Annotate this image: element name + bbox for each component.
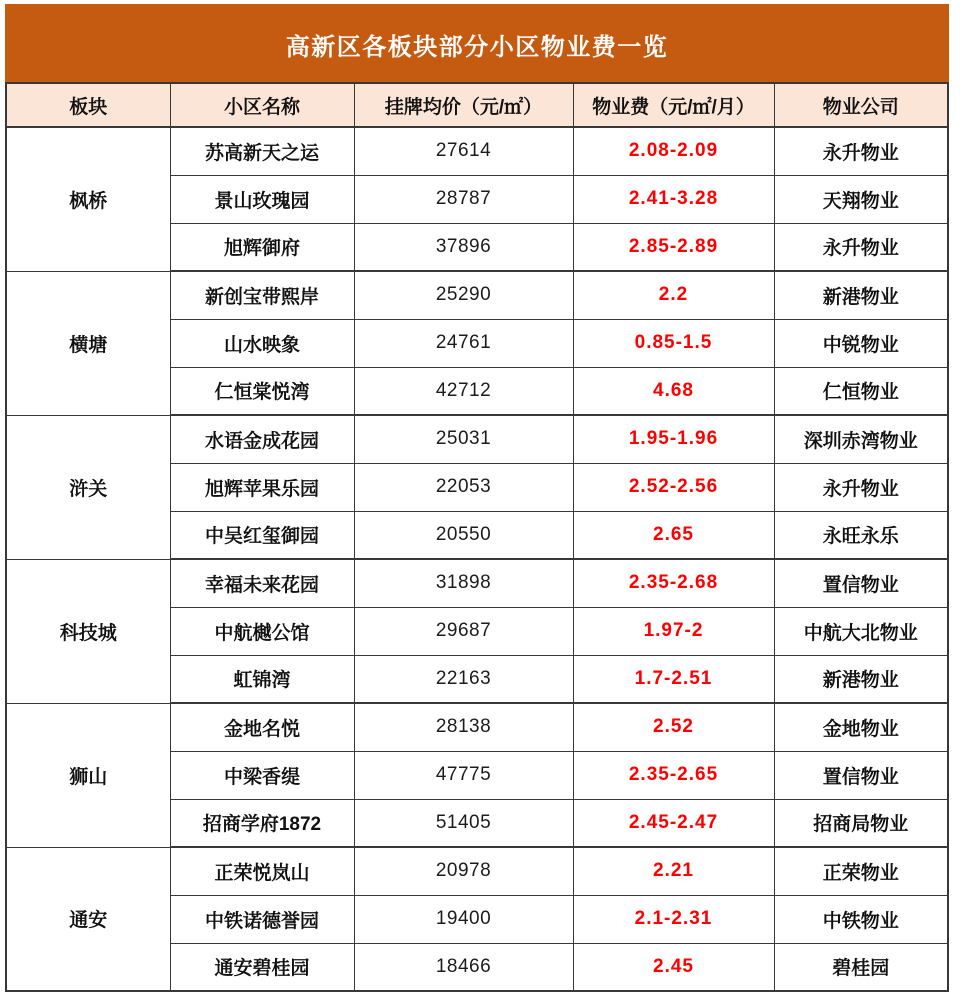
property-fee-cell: 2.65 — [573, 511, 774, 559]
listing-price-cell: 28787 — [354, 175, 573, 223]
property-company-cell: 仁恒物业 — [774, 367, 948, 415]
property-fee-cell: 4.68 — [573, 367, 774, 415]
property-fee-cell: 2.21 — [573, 847, 774, 895]
table-title: 高新区各板块部分小区物业费一览 — [6, 5, 948, 83]
district-cell: 枫桥 — [6, 127, 170, 271]
col-header-fee: 物业费（元/㎡/月） — [573, 83, 774, 127]
listing-price-cell: 42712 — [354, 367, 573, 415]
property-company-cell: 深圳赤湾物业 — [774, 415, 948, 463]
property-company-cell: 永升物业 — [774, 463, 948, 511]
col-header-company: 物业公司 — [774, 83, 948, 127]
listing-price-cell: 28138 — [354, 703, 573, 751]
district-cell: 横塘 — [6, 271, 170, 415]
table-row — [6, 127, 948, 175]
listing-price-cell: 20550 — [354, 511, 573, 559]
community-name-cell: 中航樾公馆 — [170, 607, 354, 655]
district-cell: 通安 — [6, 847, 170, 991]
community-name-cell: 招商学府1872 — [170, 799, 354, 847]
property-company-cell: 置信物业 — [774, 559, 948, 607]
community-name-cell: 山水映象 — [170, 319, 354, 367]
property-company-cell: 新港物业 — [774, 655, 948, 703]
listing-price-cell: 27614 — [354, 127, 573, 175]
col-header-district: 板块 — [6, 83, 170, 127]
table-row — [6, 703, 948, 751]
community-name-cell: 新创宝带熙岸 — [170, 271, 354, 319]
community-name-cell: 中吴红玺御园 — [170, 511, 354, 559]
district-cell: 狮山 — [6, 703, 170, 847]
listing-price-cell: 25031 — [354, 415, 573, 463]
property-fee-cell: 2.45-2.47 — [573, 799, 774, 847]
district-cell: 科技城 — [6, 559, 170, 703]
property-company-cell: 碧桂园 — [774, 943, 948, 991]
community-name-cell: 通安碧桂园 — [170, 943, 354, 991]
listing-price-cell: 31898 — [354, 559, 573, 607]
community-name-cell: 旭辉苹果乐园 — [170, 463, 354, 511]
property-fee-cell: 2.52-2.56 — [573, 463, 774, 511]
listing-price-cell: 22163 — [354, 655, 573, 703]
table-row — [6, 847, 948, 895]
header-row — [6, 83, 948, 127]
property-fee-cell: 1.7-2.51 — [573, 655, 774, 703]
community-name-cell: 中梁香缇 — [170, 751, 354, 799]
table-row — [6, 271, 948, 319]
property-company-cell: 新港物业 — [774, 271, 948, 319]
community-name-cell: 正荣悦岚山 — [170, 847, 354, 895]
community-name-cell: 景山玫瑰园 — [170, 175, 354, 223]
table-row — [6, 415, 948, 463]
community-name-cell: 苏高新天之运 — [170, 127, 354, 175]
property-fee-cell: 2.85-2.89 — [573, 223, 774, 271]
col-header-community: 小区名称 — [170, 83, 354, 127]
listing-price-cell: 22053 — [354, 463, 573, 511]
property-company-cell: 中铁物业 — [774, 895, 948, 943]
property-fee-cell: 2.1-2.31 — [573, 895, 774, 943]
community-name-cell: 旭辉御府 — [170, 223, 354, 271]
property-company-cell: 永升物业 — [774, 223, 948, 271]
property-company-cell: 永旺永乐 — [774, 511, 948, 559]
listing-price-cell: 51405 — [354, 799, 573, 847]
listing-price-cell: 37896 — [354, 223, 573, 271]
property-fee-cell: 2.35-2.65 — [573, 751, 774, 799]
community-name-cell: 中铁诺德誉园 — [170, 895, 354, 943]
property-fee-cell: 2.35-2.68 — [573, 559, 774, 607]
property-fee-cell: 2.45 — [573, 943, 774, 991]
listing-price-cell: 29687 — [354, 607, 573, 655]
property-company-cell: 天翔物业 — [774, 175, 948, 223]
property-company-cell: 置信物业 — [774, 751, 948, 799]
property-fee-cell: 1.95-1.96 — [573, 415, 774, 463]
property-company-cell: 中锐物业 — [774, 319, 948, 367]
listing-price-cell: 18466 — [354, 943, 573, 991]
property-company-cell: 招商局物业 — [774, 799, 948, 847]
property-fee-cell: 2.2 — [573, 271, 774, 319]
property-company-cell: 金地物业 — [774, 703, 948, 751]
property-fee-cell: 0.85-1.5 — [573, 319, 774, 367]
table-body — [6, 127, 948, 991]
listing-price-cell: 25290 — [354, 271, 573, 319]
property-fee-cell: 2.41-3.28 — [573, 175, 774, 223]
property-company-cell: 中航大北物业 — [774, 607, 948, 655]
property-company-cell: 正荣物业 — [774, 847, 948, 895]
col-header-price: 挂牌均价（元/㎡） — [354, 83, 573, 127]
district-cell: 浒关 — [6, 415, 170, 559]
community-name-cell: 幸福未来花园 — [170, 559, 354, 607]
property-fee-cell: 2.08-2.09 — [573, 127, 774, 175]
property-fee-cell: 2.52 — [573, 703, 774, 751]
listing-price-cell: 19400 — [354, 895, 573, 943]
property-fee-cell: 1.97-2 — [573, 607, 774, 655]
community-name-cell: 金地名悦 — [170, 703, 354, 751]
property-company-cell: 永升物业 — [774, 127, 948, 175]
listing-price-cell: 47775 — [354, 751, 573, 799]
community-name-cell: 仁恒棠悦湾 — [170, 367, 354, 415]
table-row — [6, 559, 948, 607]
listing-price-cell: 20978 — [354, 847, 573, 895]
title-row — [6, 5, 948, 83]
listing-price-cell: 24761 — [354, 319, 573, 367]
community-name-cell: 虹锦湾 — [170, 655, 354, 703]
community-name-cell: 水语金成花园 — [170, 415, 354, 463]
property-fee-table — [5, 4, 949, 992]
